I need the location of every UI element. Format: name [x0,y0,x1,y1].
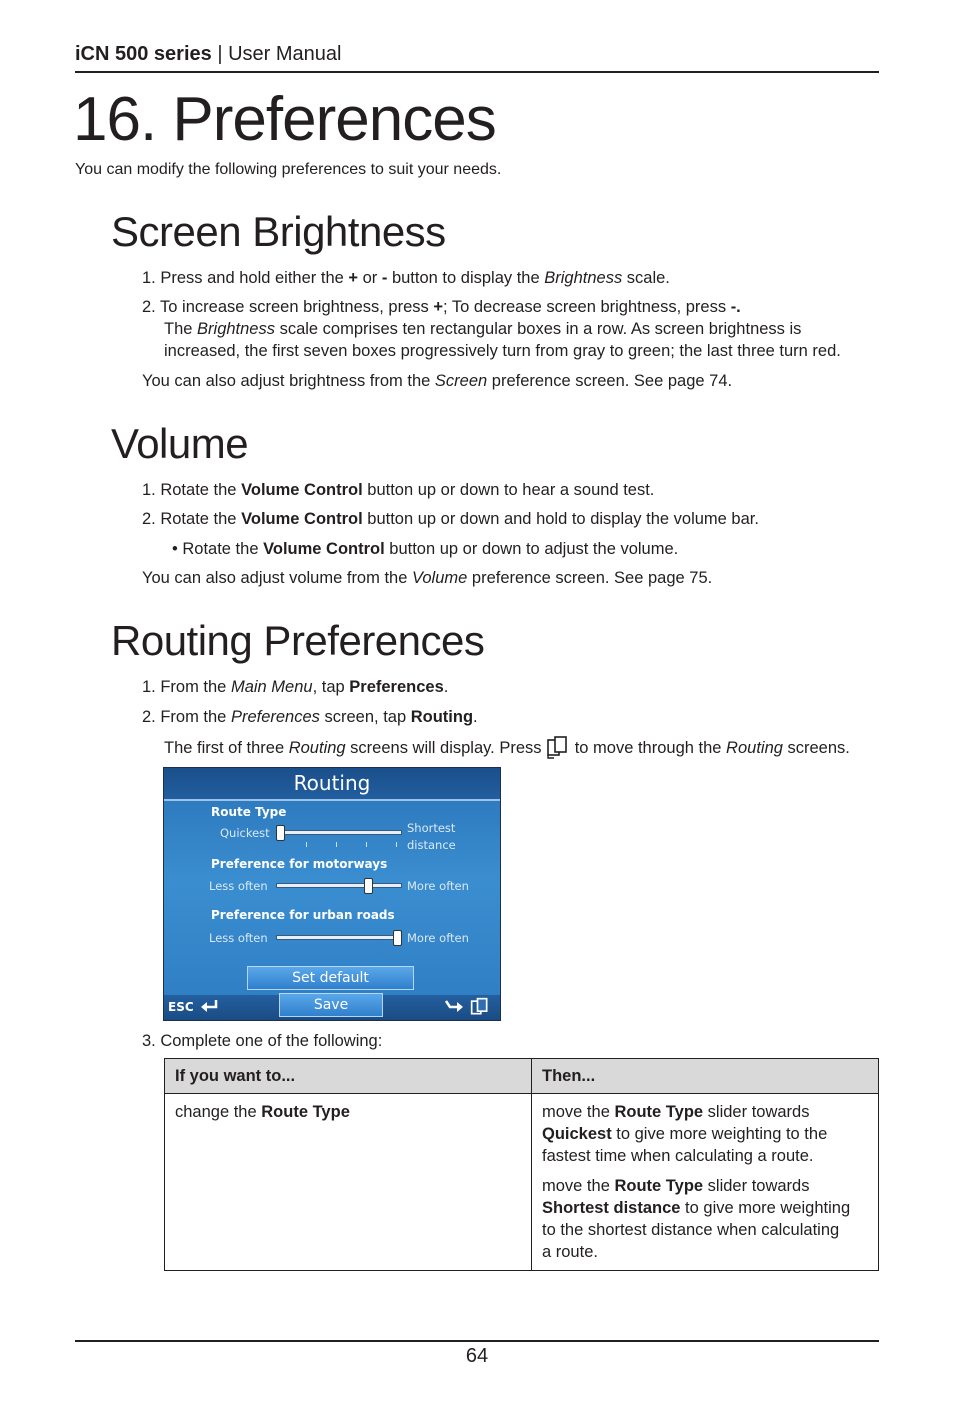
esc-button[interactable]: ESC [168,1000,194,1014]
table-cell: change the Route Type [165,1094,532,1271]
brightness-note: You can also adjust brightness from the Screen preference screen. See page 74. [142,372,733,390]
slider-tick [366,842,367,847]
pages-icon [546,735,570,759]
routing-step-2: 2. From the Preferences screen, tap Routing. [142,708,478,726]
save-button[interactable]: Save [279,993,383,1017]
routing-step-2-detail: The first of three Routing screens will display. Press to move through the Routing screens. [164,735,850,759]
route-type-slider-thumb[interactable] [276,825,285,841]
route-type-label: Route Type [211,805,287,819]
doc-name: User Manual [228,43,342,65]
brightness-heading: Screen Brightness [111,208,446,255]
less-often-label: Less often [209,879,268,893]
less-often-label: Less often [209,931,268,945]
intro-text: You can modify the following preferences to suit your needs. [75,161,502,178]
more-often-label: More often [407,879,469,893]
volume-step-1: 1. Rotate the Volume Control button up or down to hear a sound test. [142,481,655,499]
routing-screenshot [163,767,501,1021]
routing-heading: Routing Preferences [111,617,485,664]
table-header-row [165,1059,879,1094]
more-often-label: More often [407,931,469,945]
urban-roads-slider[interactable] [276,935,402,940]
route-type-slider[interactable] [276,830,402,835]
volume-heading: Volume [111,420,249,467]
options-table [164,1058,879,1271]
header-separator: | [211,43,229,65]
volume-step-2: 2. Rotate the Volume Control button up or down and hold to display the volume bar. [142,510,759,528]
page-number: 64 [465,1345,489,1367]
urban-roads-slider-thumb[interactable] [393,930,402,946]
table-header-cell: Then... [532,1059,879,1094]
page-title: 16. Preferences [73,85,496,154]
slider-tick [396,842,397,847]
brightness-step-2: 2. To increase screen brightness, press +; To decrease screen brightness, press -. [142,298,741,316]
set-default-button[interactable]: Set default [247,966,414,990]
option-shortest: move the Route Type slider towards Shortest distance to give more weighting to the shortest distance when calculating a route. [542,1177,851,1261]
screen-title: Routing [293,771,371,795]
shortest-label: Shortest [407,821,456,835]
table-cell [532,1094,879,1271]
back-arrow-icon[interactable] [200,998,220,1014]
option-quickest: move the Route Type slider towards Quickest to give more weighting to the fastest time when calculating a route. [542,1103,828,1165]
motorways-slider-thumb[interactable] [364,878,373,894]
urban-roads-label: Preference for urban roads [211,908,395,922]
next-arrow-icon[interactable] [444,998,464,1014]
product-name: iCN 500 series [75,43,212,65]
motorways-label: Preference for motorways [211,857,388,871]
table-row [165,1094,879,1271]
volume-bullet: • Rotate the Volume Control button up or down to adjust the volume. [172,540,679,558]
routing-step-1: 1. From the Main Menu, tap Preferences. [142,678,449,696]
quickest-label: Quickest [220,826,270,840]
motorways-slider[interactable] [276,883,402,888]
table-header-cell: If you want to... [165,1059,532,1094]
slider-tick [306,842,307,847]
pages-icon[interactable] [470,997,490,1017]
header-rule [75,71,879,73]
footer-rule [75,1340,879,1342]
brightness-step-2-detail: The Brightness scale comprises ten rectangular boxes in a row. As screen brightness is increased, the first seven boxes progressively turn from gray to green; the last three turn red. [164,320,841,360]
routing-step-3: 3. Complete one of the following: [142,1032,383,1050]
volume-note: You can also adjust volume from the Volume preference screen. See page 75. [142,569,713,587]
running-header [75,43,341,66]
distance-label: distance [407,838,456,852]
slider-tick [336,842,337,847]
brightness-step-1: 1. Press and hold either the + or - button to display the Brightness scale. [142,269,670,287]
